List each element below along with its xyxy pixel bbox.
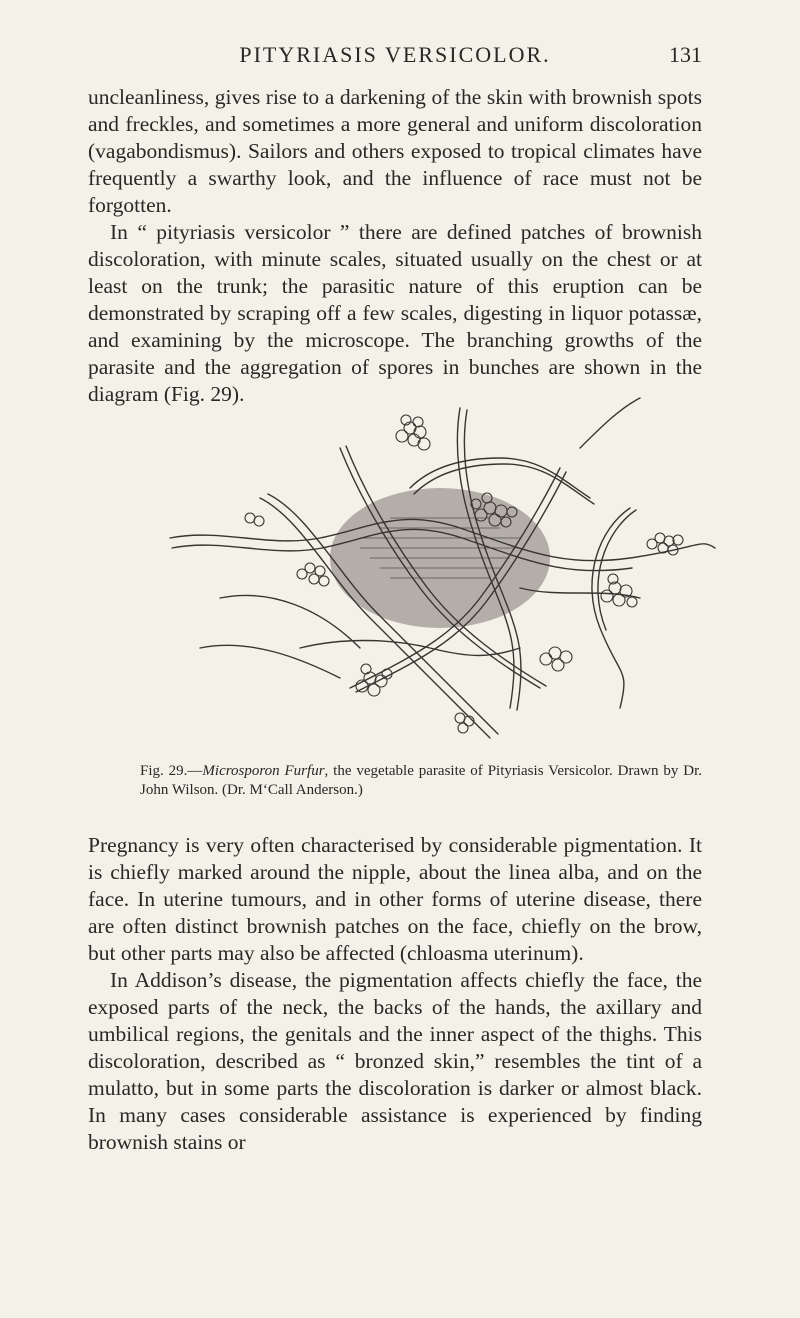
paragraph: uncleanliness, gives rise to a darkening of the skin with brownish spots and freckles, and sometimes a more general and uniform discoloration (vagabondismus). Sailors and others exposed to tropical climates have frequently a swarthy look, and the influence of race must not be forgotten. xyxy=(88,85,702,217)
page-number: 131 xyxy=(669,42,702,67)
text-block-top xyxy=(88,84,702,408)
microsporon-illustration xyxy=(160,388,720,760)
paragraph: In “ pityriasis versicolor ” there are defined patches of brownish discoloration, with minute scales, situated usually on the chest or at least on the trunk; the parasitic nature of this eruption can be demonstrated by scraping off a few scales, digesting in liquor potassæ, and examining by the microscope. The branching growths of the parasite and the aggregation of spores in bunches are shown in the diagram (Fig. 29). xyxy=(88,220,702,406)
paragraph: In Addison’s disease, the pigmentation affects chiefly the face, the exposed parts of the neck, the backs of the hands, the axillary and umbilical regions, the genitals and the inner aspect of the thighs. This discoloration, described as “ bronzed skin,” resembles the tint of a mulatto, but in some parts the discoloration is darker or almost black. In many cases considerable assistance is experienced by finding brownish stains or xyxy=(88,968,702,1154)
page-header xyxy=(88,42,702,78)
paragraph: Pregnancy is very often characterised by considerable pigmentation. It is chiefly marked around the nipple, about the linea alba, and on the face. In uterine tumours, and in other forms of uterine disease, there are often distinct brownish patches on the face, chiefly on the brow, but other parts may also be affected (chloasma uterinum). xyxy=(88,833,702,965)
caption-label: Fig. 29.— xyxy=(140,763,203,779)
caption-species: Microsporon Furfur xyxy=(202,763,325,779)
caption-text: , the vegetable parasite of Pityriasis Versicolor. Drawn by Dr. John Wilson. (Dr. M‘Call Anderson.) xyxy=(140,763,702,798)
text-block-bottom xyxy=(88,832,702,1156)
running-head: PITYRIASIS VERSICOLOR. xyxy=(239,42,551,67)
figure-caption xyxy=(140,762,702,800)
